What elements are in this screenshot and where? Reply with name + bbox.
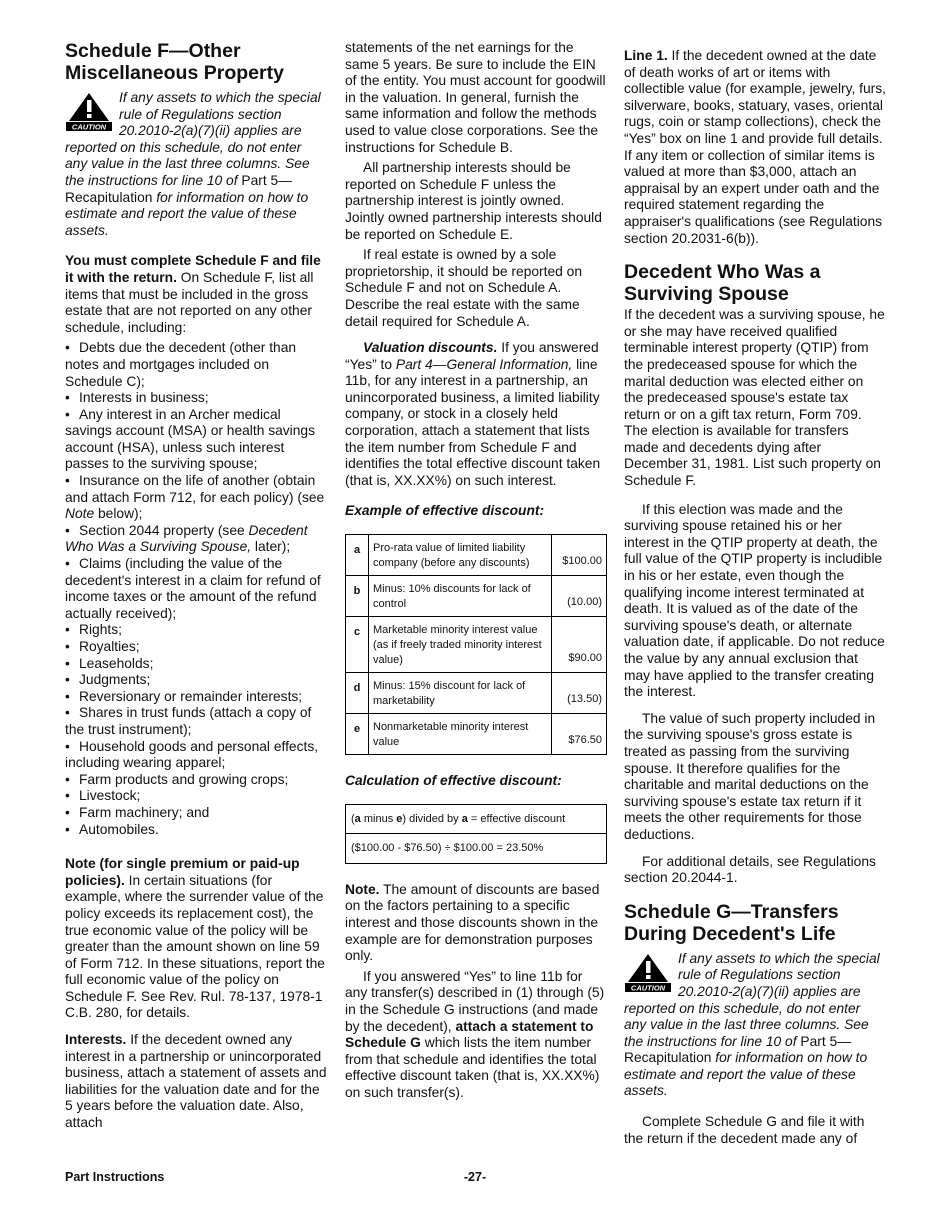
example-title: Example of effective discount: (345, 503, 545, 519)
column-2 (345, 40, 607, 1112)
surviving-spouse-paragraph-3: The value of such property included in the surviving spouse's gross estate is treated as passing from the surviving spouse. It therefore qualifies for the charitable and marital deductions on the surviving spouse's estate tax return if it meets the other requirements for those deductions. (624, 710, 876, 842)
schedule-g-paragraph: Complete Schedule G and file it with the return if the decedent made any of (624, 1114, 865, 1146)
real-estate-paragraph: If real estate is owned by a sole proprietorship, it should be reported on Schedule F and not on Schedule A. Describe the real estate with the same detail required for Schedule A. (345, 247, 582, 329)
schedule-f-items-list (65, 340, 327, 838)
footer-label: Part Instructions (65, 1170, 165, 1184)
note-discounts-paragraph: Note. The amount of discounts are based on the factors pertaining to a specific interest and those discounts shown in the example are for demonstration purposes only. (345, 881, 600, 964)
table-row: e Nonmarketable minority interest value $76.50 (346, 714, 607, 755)
valuation-discounts-paragraph: Valuation discounts. If you answered “Yes” to Part 4—General Information, line 11b, for any interest in a partnership, an unincorporated business, a limited liability company, or stock in a closely held corporation, attach a statement that lists the item number from Schedule F and identifies the total effective discount taken (that is, XX.XX%) on such interest. (345, 340, 601, 488)
list-item: • Farm products and growing crops; (65, 772, 327, 789)
line-1-paragraph: Line 1. If the decedent owned at the date of death works of art or items with collectible value (for example, jewelry, furs, silverware, books, statuary, vases, oriental rugs, coin or stamp collections), check the “Yes” box on line 1 and provide full details. If any item or collection of similar items is valued at more than $3,000, attach an appraisal by an expert under oath and the required statement regarding the appraiser's qualifications (see Regulations section 20.2031-6(b)). (624, 48, 886, 246)
list-item: • Household goods and personal effects, including wearing apparel; (65, 739, 327, 772)
list-item: • Debts due the decedent (other than notes and mortgages included on Schedule C); (65, 340, 327, 390)
column-3 (624, 40, 886, 1157)
table-row: a Pro-rata value of limited liability company (before any discounts) $100.00 (346, 535, 607, 576)
table-row: b Minus: 10% discounts for lack of control (10.00) (346, 576, 607, 617)
table-row: c Marketable minority interest value (as if freely traded minority interest value) $90.00 (346, 617, 607, 673)
list-item: • Farm machinery; and (65, 805, 327, 822)
note-single-premium-paragraph: Note (for single premium or paid-up policies). In certain situations (for example, where the surrender value of the policy exceeds its replacement cost), the true economic value of the policy will be greater than the amount shown on line 59 of Form 712. In these situations, report the full economic value of the policy on Schedule F. See Rev. Rul. 78-137, 1978-1 C.B. 280, for details. (65, 856, 325, 1021)
schedule-f-title: Schedule F—Other Miscellaneous Property (65, 40, 284, 84)
list-item: • Shares in trust funds (attach a copy of the trust instrument); (65, 705, 327, 738)
table-row: ($100.00 - $76.50) ÷ $100.00 = 23.50% (346, 834, 607, 864)
list-item: • Interests in business; (65, 390, 327, 407)
table-row: (a minus e) divided by a = effective discount (346, 804, 607, 834)
list-item: • Any interest in an Archer medical savings account (MSA) or health savings account (HSA), unless such interest passes to the surviving spouse; (65, 407, 327, 473)
surviving-spouse-title: Decedent Who Was a Surviving Spouse (624, 261, 821, 306)
interests-continued-paragraph: statements of the net earnings for the same 5 years. Be sure to include the EIN of the entity. You must account for goodwill in the valuation. In general, furnish the same information and follow the methods used to value close corporations. See the instructions for Schedule B. (345, 40, 606, 155)
list-item: • Rights; (65, 622, 327, 639)
list-item: • Judgments; (65, 672, 327, 689)
surviving-spouse-paragraph-4: For additional details, see Regulations section 20.2044-1. (624, 853, 876, 886)
partnership-paragraph: All partnership interests should be reported on Schedule F unless the partnership interest is jointly owned. Jointly owned partnership interests should be reported on Schedule E. (345, 160, 602, 242)
list-item: • Leaseholds; (65, 656, 327, 673)
list-item: • Automobiles. (65, 822, 327, 839)
list-item: • Claims (including the value of the decedent's interest in a claim for refund of income taxes or the amount of the refund actually received); (65, 556, 327, 622)
caution-note: CAUTION If any assets to which the special rule of Regulations section 20.2010-2(a)(7)(ii) applies are reported on this schedule, do not enter any value in the last three columns. See the instructions for line 10 of Part 5—Recapitulation for information on how to estimate and report the value of these assets. (624, 950, 880, 1099)
caution-label: CAUTION (630, 983, 666, 993)
caution-icon (65, 92, 113, 132)
calculation-table (345, 804, 607, 864)
example-discount-table (345, 534, 607, 755)
surviving-spouse-paragraph-1: If the decedent was a surviving spouse, he or she may have received qualified terminable interest property (QTIP) from the predeceased spouse for which the marital deduction was elected either on the predeceased spouse's estate tax return or on a gift tax return, Form 709. The election is available for transfers made and decedents dying after December 31, 1981. List such property on Schedule F. (624, 307, 885, 489)
list-item: • Royalties; (65, 639, 327, 656)
surviving-spouse-paragraph-2: If this election was made and the surviving spouse retained his or her interest in the QTIP property at death, the full value of the QTIP property is includible in his or her estate, even though the qualifying income interest terminated at death. It is valued as of the date of the surviving spouse's death, or alternate valuation date, if applicable. Do not reduce the value by any annual exclusion that may have applied to the transfer creating the interest. (624, 501, 885, 700)
caution-label: CAUTION (71, 122, 107, 132)
list-item: • Livestock; (65, 788, 327, 805)
caution-note: CAUTION If any assets to which the special rule of Regulations section 20.2010-2(a)(7)(ii) applies are reported on this schedule, do not enter any value in the last three columns. See the instructions for line 10 of Part 5—Recapitulation for information on how to estimate and report the value of these assets. (65, 90, 321, 238)
column-1 (65, 40, 327, 1142)
must-complete-paragraph: You must complete Schedule F and file it with the return. On Schedule F, list all items that must be included in the gross estate that are not reported on any other schedule, including: (65, 253, 321, 335)
schedule-g-title: Schedule G—Transfers During Decedent's Life (624, 900, 839, 945)
interests-paragraph: Interests. If the decedent owned any interest in a partnership or unincorporated business, attach a statement of assets and liabilities for the valuation date and for the 5 years before the valuation date. Also, attach (65, 1032, 327, 1131)
list-item: • Reversionary or remainder interests; (65, 689, 327, 706)
page-number: -27- (463, 1170, 487, 1184)
list-item: • Insurance on the life of another (obtain and attach Form 712, for each policy) (see Note below); (65, 473, 327, 523)
table-row: d Minus: 15% discount for lack of marketability (13.50) (346, 673, 607, 714)
schedule-g-statement-paragraph: If you answered “Yes” to line 11b for any transfer(s) described in (1) through (5) in the Schedule G instructions (and made by the decedent), attach a statement to Schedule G which lists the item number from that schedule and identifies the total effective discount taken (that is, XX.XX%) on such transfer(s). (345, 968, 605, 1100)
calculation-title: Calculation of effective discount: (345, 773, 562, 789)
list-item: • Section 2044 property (see Decedent Who Was a Surviving Spouse, later); (65, 523, 327, 556)
caution-icon (624, 953, 672, 993)
